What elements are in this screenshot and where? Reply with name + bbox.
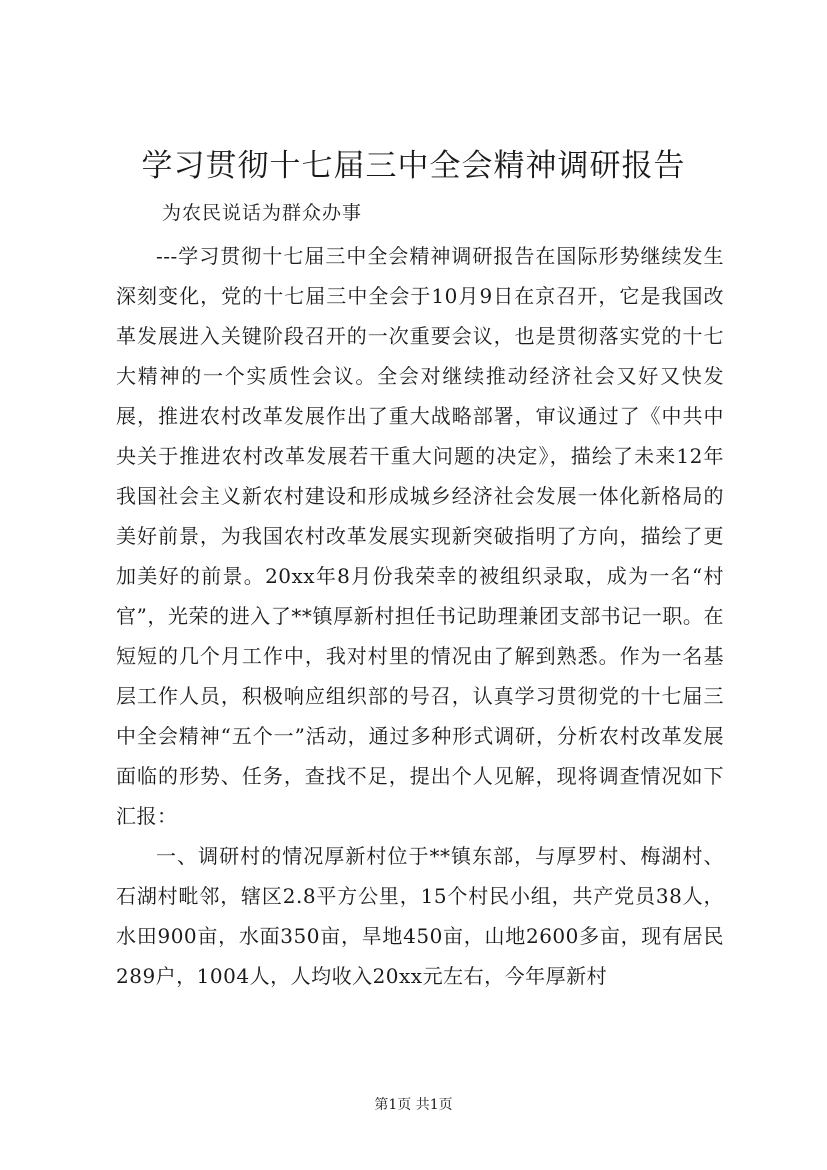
- paragraph-section-one: 一、调研村的情况厚新村位于**镇东部，与厚罗村、梅湖村、石湖村毗邻，辖区2.8平方公里，15个村民小组，共产党员38人，水田900亩，水面350亩，旱地450亩，山地2600多亩，现有居民289户，1004人，人均收入20xx元左右，今年厚新村: [116, 844, 724, 988]
- document-title: 学习贯彻十七届三中全会精神调研报告: [141, 148, 686, 184]
- page-footer: 第1页 共1页: [374, 1097, 453, 1113]
- paragraph-intro: ---学习贯彻十七届三中全会精神调研报告在国际形势继续发生深刻变化，党的十七届三中全会于10月9日在京召开，它是我国改革发展进入关键阶段召开的一次重要会议，也是贯彻落实党的十七大精神的一个实质性会议。全会对继续推动经济社会又好又快发展，推进农村改革发展作出了重大战略部署，审议通过了《中共中央关于推进农村改革发展若干重大问题的决定》，描绘了未来12年我国社会主义新农村建设和形成城乡经济社会发展一体化新格局的美好前景，为我国农村改革发展实现新突破指明了方向，描绘了更加美好的前景。20xx年8月份我荣幸的被组织录取，成为一名“村官”，光荣的进入了**镇厚新村担任书记助理兼团支部书记一职。在短短的几个月工作中，我对村里的情况由了解到熟悉。作为一名基层工作人员，积极响应组织部的号召，认真学习贯彻党的十七届三中全会精神“五个一”活动，通过多种形式调研，分析农村改革发展面临的形势、任务，查找不足，提出个人见解，现将调查情况如下汇报：: [116, 244, 724, 828]
- document-subtitle: 为农民说话为群众办事: [162, 202, 363, 224]
- document-body: [116, 236, 724, 996]
